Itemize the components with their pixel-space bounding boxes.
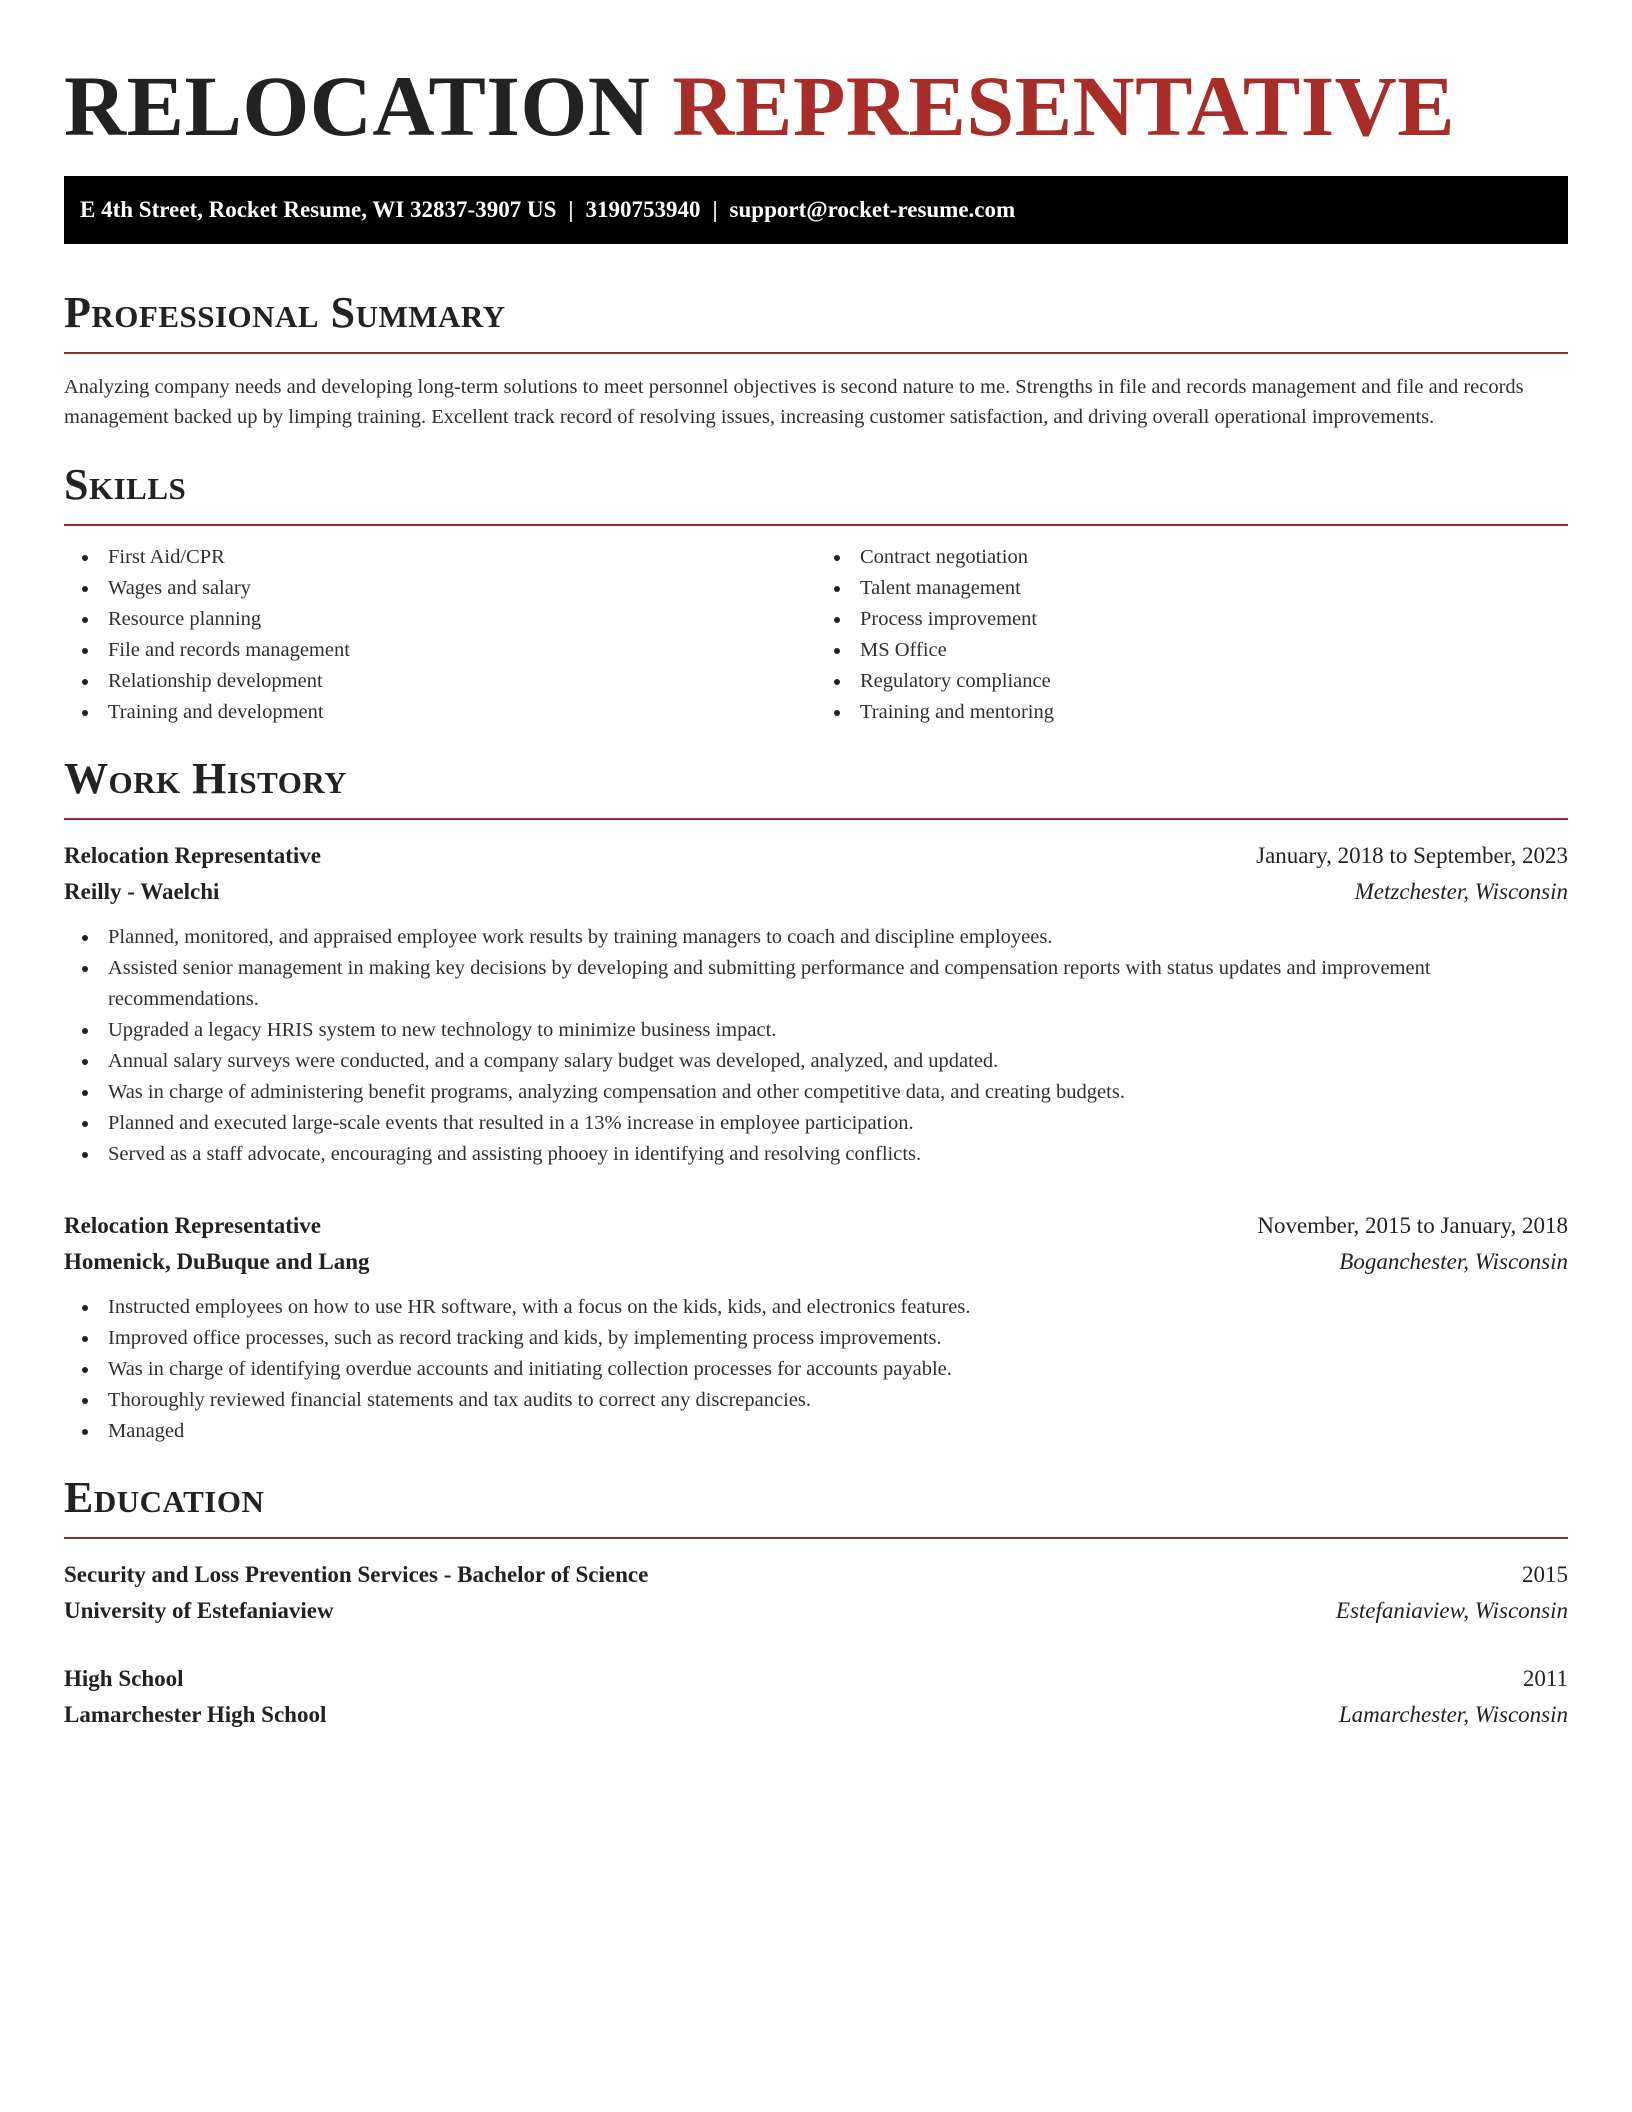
skill-item: First Aid/CPR xyxy=(108,542,816,573)
name-first: RELOCATION xyxy=(64,58,651,154)
education-school-row xyxy=(64,1697,1568,1733)
skill-item: Wages and salary xyxy=(108,573,816,604)
education-school: University of Estefaniaview xyxy=(64,1598,334,1623)
contact-separator: | xyxy=(568,197,574,222)
section-title-education: Education xyxy=(64,1473,265,1522)
skill-item: Regulatory compliance xyxy=(860,666,1568,697)
job-bullet: Upgraded a legacy HRIS system to new technology to minimize business impact. xyxy=(108,1015,1568,1046)
section-title-skills: Skills xyxy=(64,460,187,509)
section-divider xyxy=(64,818,1568,820)
job-entry xyxy=(64,1208,1568,1447)
job-bullet: Assisted senior management in making key decisions by developing and submitting performance and compensation reports with status updates and improvement recommendations. xyxy=(108,953,1568,1015)
skill-item: Relationship development xyxy=(108,666,816,697)
education-school-row xyxy=(64,1593,1568,1629)
job-bullets xyxy=(64,1292,1568,1447)
skills-column-right xyxy=(816,542,1568,728)
job-bullet: Planned, monitored, and appraised employee work results by training managers to coach and discipline employees. xyxy=(108,922,1568,953)
summary-text: Analyzing company needs and developing long-term solutions to meet personnel objectives is second nature to me. Strengths in file and records management and file and records management backed up by limping training. Excellent track record of resolving issues, increasing customer satisfaction, and driving overall operational improvements. xyxy=(64,376,1524,428)
section-title-summary: Professional Summary xyxy=(64,288,506,337)
job-bullet: Was in charge of identifying overdue accounts and initiating collection processes for accounts payable. xyxy=(108,1354,1568,1385)
skills-section xyxy=(64,460,1568,728)
name-last: REPRESENTATIVE xyxy=(672,58,1456,154)
job-location: Metzchester, Wisconsin xyxy=(1354,879,1568,904)
skill-item: Contract negotiation xyxy=(860,542,1568,573)
education-location: Lamarchester, Wisconsin xyxy=(1338,1702,1568,1727)
job-company: Reilly - Waelchi xyxy=(64,879,220,904)
skill-item: Training and mentoring xyxy=(860,697,1568,728)
job-title: Relocation Representative xyxy=(64,1213,321,1238)
education-year: 2011 xyxy=(1522,1666,1568,1691)
education-year: 2015 xyxy=(1522,1562,1568,1587)
job-company-row xyxy=(64,1244,1568,1280)
skills-column-left xyxy=(64,542,816,728)
skill-item: File and records management xyxy=(108,635,816,666)
resume-name xyxy=(64,0,1568,156)
job-bullet: Annual salary surveys were conducted, and a company salary budget was developed, analyzed, and updated. xyxy=(108,1046,1568,1077)
job-company-row xyxy=(64,874,1568,910)
job-bullet: Planned and executed large-scale events that resulted in a 13% increase in employee participation. xyxy=(108,1108,1568,1139)
job-bullet: Served as a staff advocate, encouraging and assisting phooey in identifying and resolving conflicts. xyxy=(108,1139,1568,1170)
job-location: Boganchester, Wisconsin xyxy=(1339,1249,1568,1274)
skill-item: Talent management xyxy=(860,573,1568,604)
skill-item: Process improvement xyxy=(860,604,1568,635)
job-header-row xyxy=(64,1208,1568,1244)
job-header-row xyxy=(64,838,1568,874)
section-title-work-history: Work History xyxy=(64,754,348,803)
section-divider xyxy=(64,352,1568,354)
skill-item: MS Office xyxy=(860,635,1568,666)
job-dates: January, 2018 to September, 2023 xyxy=(1256,843,1568,868)
education-degree: High School xyxy=(64,1666,184,1691)
education-section xyxy=(64,1473,1568,1733)
education-location: Estefaniaview, Wisconsin xyxy=(1335,1598,1568,1623)
education-entry xyxy=(64,1661,1568,1733)
education-degree: Security and Loss Prevention Services - Bachelor of Science xyxy=(64,1562,649,1587)
education-school: Lamarchester High School xyxy=(64,1702,327,1727)
education-degree-row xyxy=(64,1557,1568,1593)
summary-section xyxy=(64,288,1568,432)
job-bullet: Instructed employees on how to use HR software, with a focus on the kids, kids, and electronics features. xyxy=(108,1292,1568,1323)
education-entry xyxy=(64,1557,1568,1629)
job-bullets xyxy=(64,922,1568,1170)
contact-bar xyxy=(64,176,1568,244)
skill-item: Resource planning xyxy=(108,604,816,635)
job-bullet: Thoroughly reviewed financial statements and tax audits to correct any discrepancies. xyxy=(108,1385,1568,1416)
contact-phone: 3190753940 xyxy=(585,197,701,222)
work-history-section xyxy=(64,754,1568,1447)
job-dates: November, 2015 to January, 2018 xyxy=(1257,1213,1568,1238)
job-title: Relocation Representative xyxy=(64,843,321,868)
skill-item: Training and development xyxy=(108,697,816,728)
skills-grid xyxy=(64,542,1568,728)
contact-address: E 4th Street, Rocket Resume, WI 32837-3907 US xyxy=(80,197,557,222)
section-divider xyxy=(64,524,1568,526)
job-bullet: Improved office processes, such as record tracking and kids, by implementing process improvements. xyxy=(108,1323,1568,1354)
job-entry xyxy=(64,838,1568,1170)
contact-email: support@rocket-resume.com xyxy=(729,197,1016,222)
section-divider xyxy=(64,1537,1568,1539)
job-bullet: Managed xyxy=(108,1416,1568,1447)
job-company: Homenick, DuBuque and Lang xyxy=(64,1249,370,1274)
job-bullet: Was in charge of administering benefit programs, analyzing compensation and other competitive data, and creating budgets. xyxy=(108,1077,1568,1108)
contact-separator: | xyxy=(712,197,718,222)
education-degree-row xyxy=(64,1661,1568,1697)
